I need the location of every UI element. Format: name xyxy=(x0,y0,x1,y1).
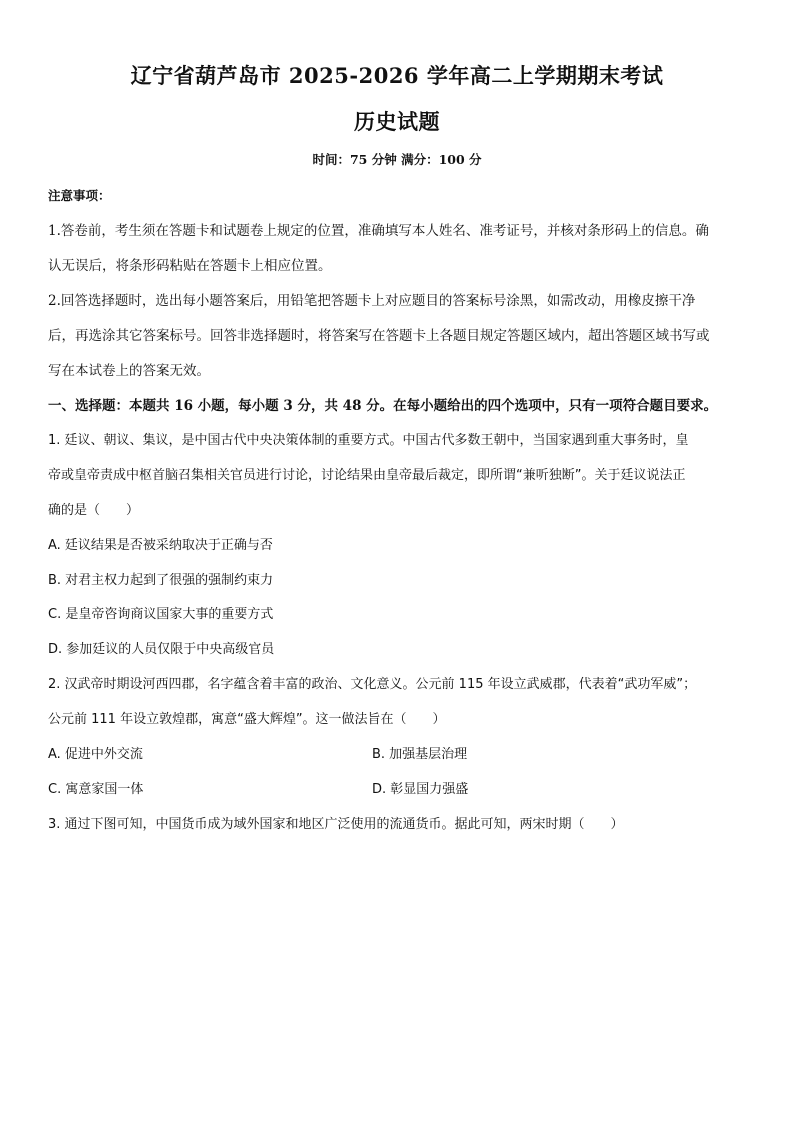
notice-heading: 注意事项： xyxy=(48,188,111,203)
subject-title: 历史试题 xyxy=(354,109,440,134)
question-2-option-b: B. 加强基层治理 xyxy=(372,747,468,762)
notice-item-1-line-2: 认无误后，将条形码粘贴在答题卡上相应位置。 xyxy=(48,258,332,274)
question-3-line-1: 3. 通过下图可知，中国货币成为域外国家和地区广泛使用的流通货币。据此可知，两宋时期（ ） xyxy=(48,817,624,832)
question-1-option-c: C. 是皇帝咨询商议国家大事的重要方式 xyxy=(48,607,274,622)
question-2-line-1: 2. 汉武帝时期设河西四郡，名字蕴含着丰富的政治、文化意义。公元前 115 年设立武威郡，代表着“武功军威”； xyxy=(48,677,697,692)
notice-item-2-line-2: 后，再选涂其它答案标号。回答非选择题时，将答案写在答题卡上各题目规定答题区域内，超出答题区域书写或 xyxy=(48,328,710,344)
question-1-option-a: A. 廷议结果是否被采纳取决于正确与否 xyxy=(48,538,273,553)
question-1-option-d: D. 参加廷议的人员仅限于中央高级官员 xyxy=(48,642,275,657)
question-2-option-a: A. 促进中外交流 xyxy=(48,747,143,762)
notice-item-2-line-1: 2.回答选择题时，选出每小题答案后，用铅笔把答题卡上对应题目的答案标号涂黑，如需改动，用橡皮擦干净 xyxy=(48,293,696,309)
notice-item-2-line-3: 写在本试卷上的答案无效。 xyxy=(48,363,210,379)
time-score-line: 时间：75 分钟 满分：100 分 xyxy=(312,152,482,167)
notice-item-1-line-1: 1.答卷前，考生须在答题卡和试题卷上规定的位置，准确填写本人姓名、准考证号，并核对条形码上的信息。确 xyxy=(48,223,709,239)
question-1-option-b: B. 对君主权力起到了很强的强制约束力 xyxy=(48,573,274,588)
question-2-option-c: C. 寓意家国一体 xyxy=(48,782,144,797)
question-1-line-1: 1. 廷议、朝议、集议，是中国古代中央决策体制的重要方式。中国古代多数王朝中，当国家遇到重大事务时，皇 xyxy=(48,433,689,448)
question-1-line-3: 确的是（ ） xyxy=(48,503,140,518)
exam-title: 辽宁省葫芦岛市 2025-2026 学年高二上学期期末考试 xyxy=(130,63,664,88)
question-2-option-d: D. 彰显国力强盛 xyxy=(372,782,469,797)
question-2-line-2: 公元前 111 年设立敦煌郡，寓意“盛大辉煌”。这一做法旨在（ ） xyxy=(48,712,446,727)
question-1-line-2: 帝或皇帝责成中枢首脑召集相关官员进行讨论，讨论结果由皇帝最后裁定，即所谓“兼听独断”。关于廷议说法正 xyxy=(48,468,686,483)
section-1-heading: 一、选择题：本题共 16 小题，每小题 3 分，共 48 分。在每小题给出的四个选项中，只有一项符合题目要求。 xyxy=(48,398,718,414)
